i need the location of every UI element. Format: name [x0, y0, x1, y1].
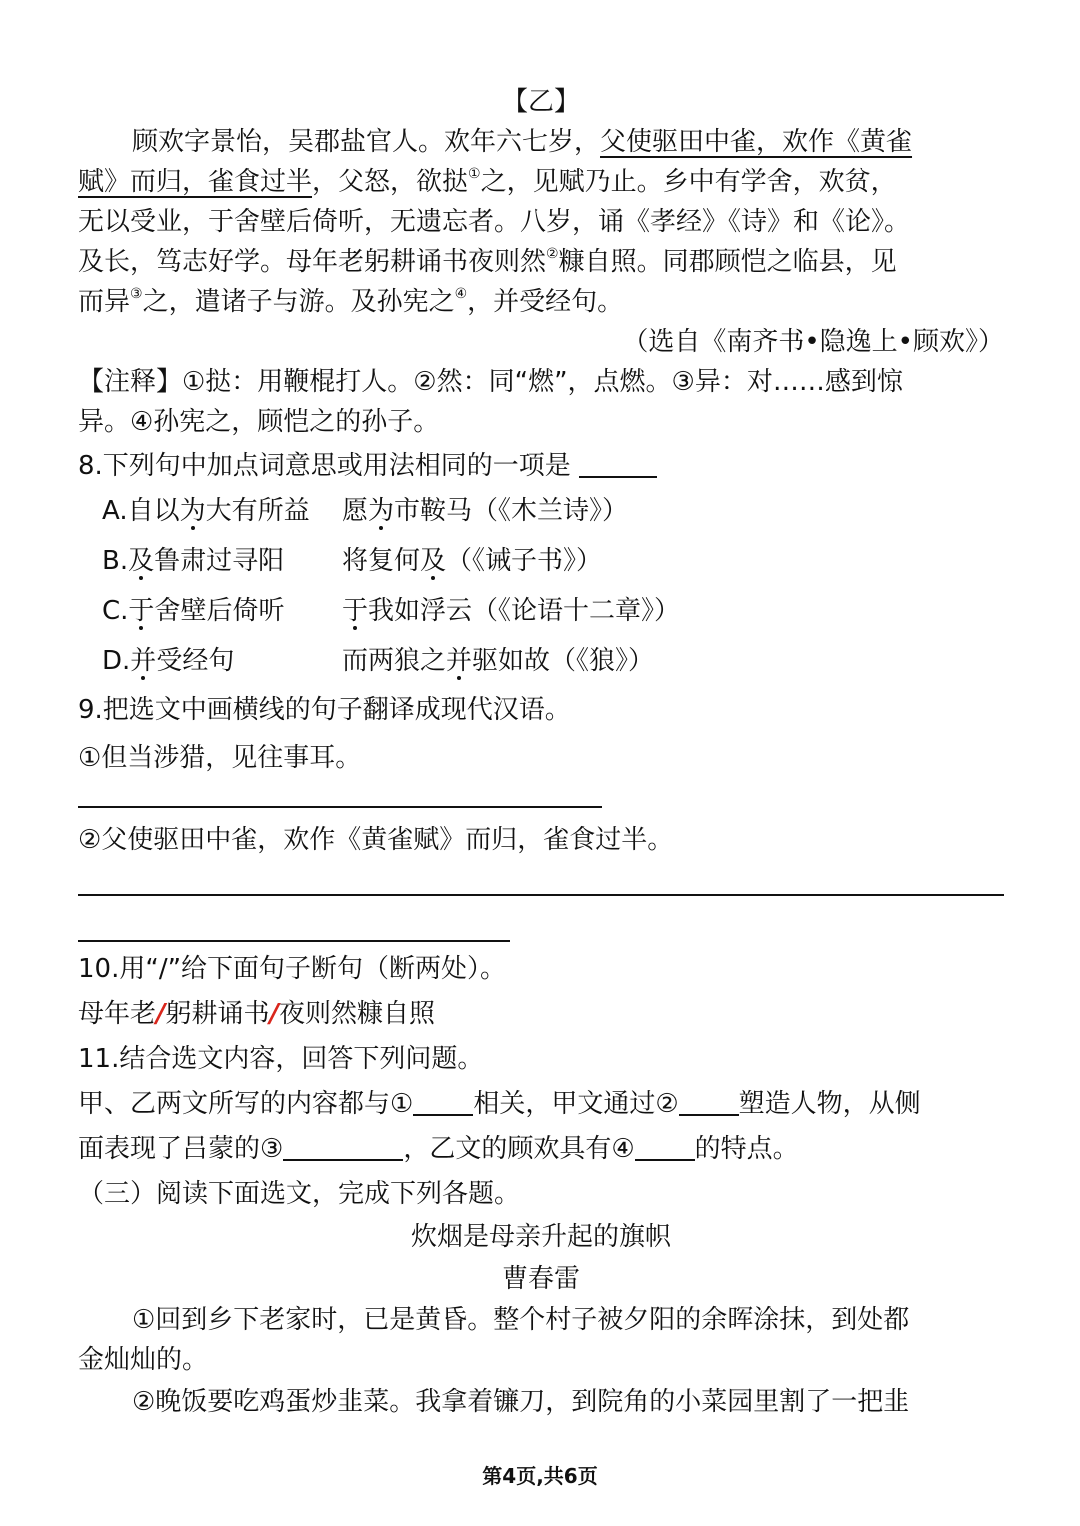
question-stem: 11.结合选文内容，回答下列问题。	[78, 1044, 484, 1074]
paragraph-line: 金灿灿的。	[78, 1345, 209, 1375]
dotted-word: 为	[179, 496, 206, 526]
option-sentence-b	[342, 546, 602, 576]
option-text: D.	[102, 646, 131, 676]
answer-line[interactable]	[78, 782, 602, 808]
passage-source: （选自《南齐书•隐逸上•顾欢》）	[622, 327, 1004, 357]
classical-passage	[78, 122, 1004, 362]
passage-text: 之，遣诸子与游。及孙宪之	[142, 287, 455, 317]
break-slash: /	[156, 999, 166, 1029]
dotted-word: 及	[128, 546, 155, 576]
passage-text: 之，见赋乃止。乡中有学舍，欢贫，	[480, 167, 897, 197]
option-c[interactable]	[78, 586, 1004, 636]
option-text: C.	[102, 596, 129, 626]
option-text: 鲁肃过寻阳	[154, 546, 285, 576]
passage-text: 而异	[78, 287, 131, 317]
sentence-part: 躬耕诵书	[165, 999, 270, 1029]
option-sentence-a	[102, 486, 342, 536]
option-text: 我如浮云（《论语十二章》）	[368, 596, 681, 626]
dotted-word: 及	[420, 546, 447, 576]
option-text: A.自以	[102, 496, 180, 526]
sub-question: ①但当涉猎，见往事耳。	[78, 743, 362, 773]
option-text: 将复何	[342, 546, 421, 576]
question-text: 8.下列句中加点词意思或用法相同的一项是	[78, 451, 571, 481]
answer-blank[interactable]	[635, 1133, 695, 1161]
footnote-marker: ③	[130, 286, 143, 302]
answer-blank[interactable]	[413, 1088, 473, 1116]
question-11	[78, 1036, 1004, 1172]
passage-text: ，并受经句。	[467, 287, 624, 317]
answer-line[interactable]	[78, 868, 1004, 896]
fill-in-line	[78, 1126, 1004, 1172]
option-b[interactable]	[78, 536, 1004, 586]
option-text: 舍壁后倚听	[154, 596, 285, 626]
question-text: 甲、乙两文所写的内容都与①	[78, 1089, 414, 1119]
question-text: ，乙文的顾欢具有④	[403, 1134, 635, 1164]
section-heading: （三）阅读下面选文，完成下列各题。	[78, 1179, 521, 1209]
sub-question: ②父使驱田中雀，欢作《黄雀赋》而归，雀食过半。	[78, 825, 674, 855]
option-text: 市鞍马（《木兰诗》）	[394, 496, 629, 526]
option-sentence-a	[102, 586, 342, 636]
question-text: 塑造人物，从侧	[738, 1089, 921, 1119]
question-8	[78, 442, 1004, 686]
passage-line	[78, 122, 1004, 162]
dotted-word: 于	[342, 596, 369, 626]
option-text: 大有所益	[205, 496, 310, 526]
answer-line[interactable]	[78, 896, 510, 942]
question-stem	[78, 442, 1004, 486]
option-sentence-a	[102, 636, 342, 686]
option-sentence-b	[342, 496, 628, 526]
page-number: 第4页,共6页	[482, 1464, 598, 1488]
article-title: 炊烟是母亲升起的旗帜	[410, 1222, 671, 1252]
dotted-word: 并	[130, 646, 157, 676]
option-text: （《诫子书》）	[446, 546, 603, 576]
answer-blank[interactable]	[679, 1088, 739, 1116]
notes-line: 异。④孙宪之，顾恺之的孙子。	[78, 407, 440, 437]
passage-text: 糠自照。同郡顾恺之临县，见	[558, 247, 897, 277]
article-author: 曹春雷	[501, 1264, 580, 1294]
underlined-sentence: 父使驱田中雀，欢作《黄雀	[600, 127, 913, 157]
passage-text: 及长，笃志好学。母年老躬耕诵书夜则然	[78, 247, 547, 277]
question-stem: 9.把选文中画横线的句子翻译成现代汉语。	[78, 695, 571, 725]
notes-line: 【注释】①挞：用鞭棍打人。②然：同“燃”，点燃。③异：对……感到惊	[78, 367, 903, 397]
sentence-part: 夜则然糠自照	[279, 999, 436, 1029]
option-text: 驱如故（《狼》）	[472, 646, 655, 676]
question-text: 面表现了吕蒙的③	[78, 1134, 284, 1164]
passage-line	[78, 282, 1004, 322]
document-page	[78, 82, 1004, 1422]
option-sentence-b	[342, 596, 680, 626]
section-title: 【乙】	[501, 87, 580, 117]
question-10	[78, 946, 1004, 1036]
question-text: 的特点。	[694, 1134, 799, 1164]
option-a[interactable]	[78, 486, 1004, 536]
option-sentence-a	[102, 536, 342, 586]
option-d[interactable]	[78, 636, 1004, 686]
question-text: 相关，甲文通过②	[473, 1089, 679, 1119]
underlined-sentence: 赋》而归，雀食过半	[78, 167, 313, 197]
footnote-marker: ①	[468, 166, 481, 182]
answer-blank[interactable]	[579, 450, 657, 478]
fill-in-line	[78, 1082, 1004, 1126]
paragraph-line: ②晚饭要吃鸡蛋炒韭菜。我拿着镰刀，到院角的小菜园里割了一把韭	[132, 1387, 910, 1417]
passage-line	[78, 162, 1004, 202]
answer-blank[interactable]	[283, 1133, 403, 1161]
question-stem: 10.用“/”给下面句子断句（断两处）。	[78, 954, 507, 984]
dotted-word: 并	[446, 646, 473, 676]
option-text: 而两狼之	[342, 646, 447, 676]
break-slash: /	[269, 999, 280, 1029]
footnote-marker: ②	[546, 246, 559, 262]
option-text: 愿	[342, 496, 369, 526]
option-sentence-b	[342, 646, 654, 676]
passage-text: 顾欢字景怡，吴郡盐官人。欢年六七岁，	[132, 127, 601, 157]
passage-line	[78, 242, 1004, 282]
sentence-part: 母年老	[78, 999, 157, 1029]
annotations	[78, 362, 1004, 442]
passage-text: ，父怒，欲挞	[312, 167, 469, 197]
dotted-word: 为	[368, 496, 395, 526]
punctuated-sentence	[78, 992, 1004, 1036]
footnote-marker: ④	[454, 286, 468, 302]
passage-line: 无以受业，于舍壁后倚听，无遗忘者。八岁，诵《孝经》《诗》和《论》。	[78, 207, 911, 237]
dotted-word: 于	[128, 596, 155, 626]
option-list	[78, 486, 1004, 686]
question-9	[78, 686, 1004, 942]
option-text: 受经句	[156, 646, 235, 676]
option-text: B.	[102, 546, 129, 576]
paragraph-line: ①回到乡下老家时，已是黄昏。整个村子被夕阳的余晖涂抹，到处都	[132, 1305, 910, 1335]
reading-section-3	[78, 1172, 1004, 1422]
